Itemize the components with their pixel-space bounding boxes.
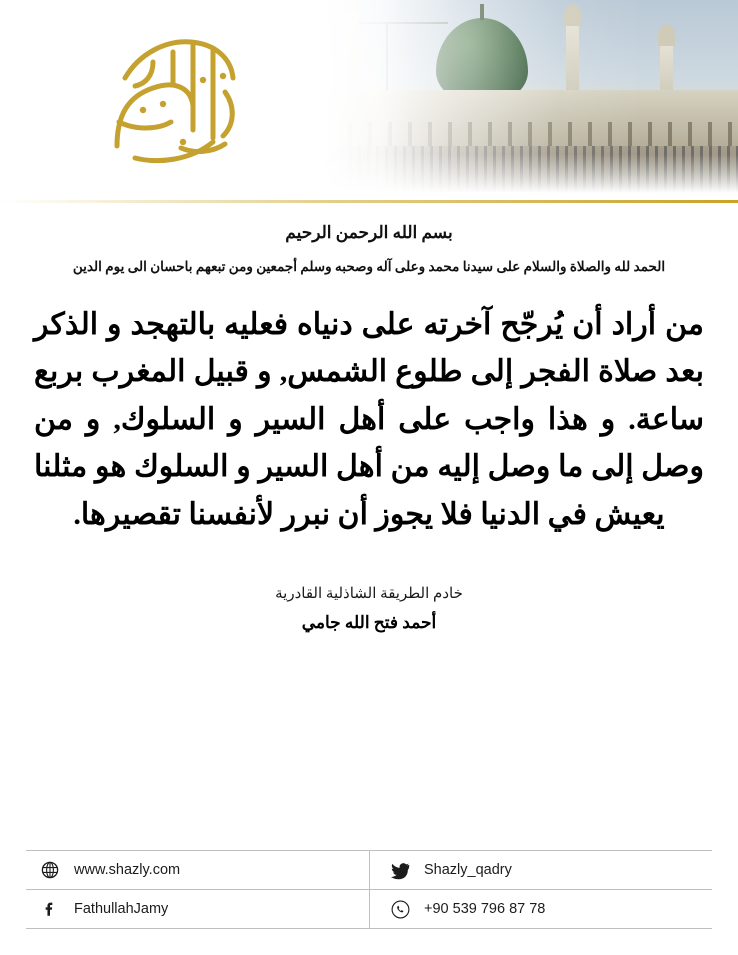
- contact-facebook-label: FathullahJamy: [74, 901, 169, 917]
- signature-name: أحمد فتح الله جامي: [301, 612, 437, 632]
- globe-icon: [40, 860, 60, 880]
- signature-block: [26, 584, 712, 633]
- prophets-mosque-photo: [268, 0, 738, 200]
- footer-row: [26, 890, 712, 928]
- contact-website[interactable]: [26, 851, 369, 889]
- signature-role: خادم الطريقة الشاذلية القادرية: [275, 585, 463, 602]
- contact-whatsapp-label: +90 539 796 87 78: [424, 901, 546, 917]
- contact-whatsapp[interactable]: [369, 890, 712, 928]
- footer-row: [26, 851, 712, 889]
- hamdala-line: الحمد لله والصلاة والسلام على سيدنا محمد وعلى آله وصحبه وسلم أجمعين ومن تبعهم باحسان الى يوم الدين: [72, 259, 666, 274]
- contact-twitter[interactable]: [369, 851, 712, 889]
- contact-footer: [26, 850, 712, 929]
- twitter-icon: [390, 860, 410, 880]
- whatsapp-icon: [390, 899, 410, 919]
- poster-body: [0, 205, 738, 633]
- poster-header: [0, 0, 738, 205]
- gold-divider: [0, 200, 738, 203]
- facebook-icon: [40, 899, 60, 919]
- photo-fade-bottom-overlay: [268, 154, 738, 200]
- main-quote-text: من أراد أن يُرجّح آخرته على دنياه فعليه بالتهجد و الذكر بعد صلاة الفجر إلى طلوع الشمس, و قبيل المغرب بربع ساعة. و هذا واجب على أهل السير و السلوك, و من وصل إلى ما وصل إليه من أهل السير و السلوك هو مثلنا يعيش في الدنيا فلا يجوز أن نبرر لأنفسنا تقصيرها.: [34, 308, 704, 531]
- footer-divider-bottom: [26, 928, 712, 929]
- arabic-calligraphy-logo: [95, 18, 255, 186]
- basmala-line: بسم الله الرحمن الرحيم: [285, 223, 453, 242]
- contact-facebook[interactable]: [26, 890, 369, 928]
- contact-twitter-label: Shazly_qadry: [424, 862, 512, 878]
- contact-website-label: www.shazly.com: [74, 862, 181, 878]
